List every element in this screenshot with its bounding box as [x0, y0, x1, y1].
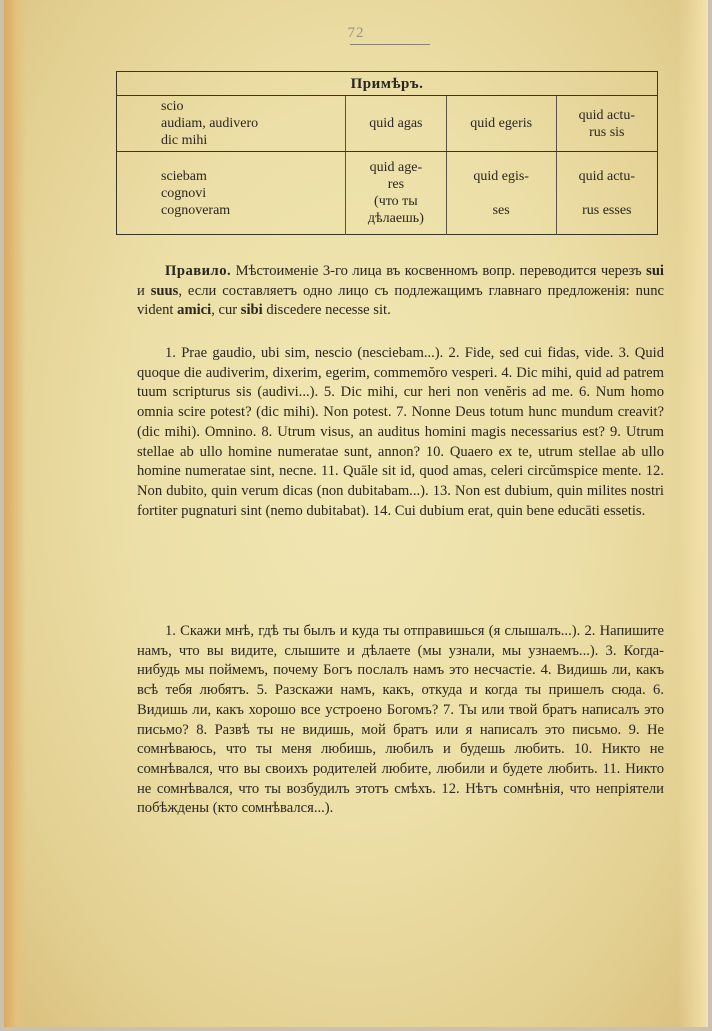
rule-keyword-sui: sui: [646, 263, 664, 279]
example-table-title: Примѣръ.: [117, 72, 658, 96]
rule-keyword-amici: amici: [177, 302, 212, 319]
rule-keyword-sibi: sibi: [240, 302, 263, 319]
cell-line: quid agas: [369, 116, 423, 131]
rule-paragraph: [137, 262, 664, 321]
russian-exercises-text: 1. Скажи мнѣ, гдѣ ты былъ и куда ты отправишься (я слышалъ...). 2. Напишите намъ, что вы видите, слышите и дѣлаете (мы узнали, мы узнаемъ...). 3. Когда-нибудь мы поймемъ, почему Богъ послалъ намъ это несчастіе. 4. Видишь ли, какъ всѣ тебя любятъ. 5. Разскажи намъ, какъ, откуда и когда ты пришелъ сюда. 6. Видишь ли, какъ хорошо все устроено Богомъ? 7. Ты или твой братъ написалъ это письмо? 8. Развѣ ты не видишь, мой братъ или я написалъ это письмо. 9. Не сомнѣваюсь, что ты меня любишь, любилъ и будешь любить. 10. Никто не сомнѣвался, что вы своихъ родителей любите, любили и будете любить. 11. Никто не сомнѣвался, что ты возбудилъ этотъ смѣхъ. 12. Нѣтъ сомнѣнія, что непріятели побѣждены (кто сомнѣвался...).: [137, 623, 664, 817]
cell-line: res: [387, 177, 405, 192]
cell-line: quid egis-: [473, 168, 529, 184]
page-number: 72: [347, 25, 365, 41]
present-cell: [346, 96, 447, 152]
cell-line: (что ты: [374, 194, 418, 209]
cell-line: rus esses: [582, 202, 632, 218]
table-row: [117, 96, 658, 152]
table-row: [117, 152, 658, 235]
rule-text: , cur: [211, 302, 241, 319]
rule-keyword-suus: suus: [150, 282, 179, 299]
cell-line: дѣлаешь): [367, 211, 424, 226]
rule-text: и: [137, 282, 151, 299]
verb-cell: [117, 152, 346, 235]
verb-line: cognoveram: [161, 202, 231, 218]
future-cell: [556, 152, 657, 235]
latin-exercises: [137, 344, 664, 521]
russian-exercises: [137, 622, 664, 819]
verb-line: cognovi: [161, 185, 207, 201]
cell-line: ses: [492, 202, 510, 218]
cell-line: [561, 185, 653, 202]
verb-line: scio: [161, 99, 184, 114]
book-page: [4, 0, 708, 1027]
perfect-cell: [446, 96, 556, 152]
cell-line: quid actu-: [578, 107, 635, 123]
verb-line: dic mihi: [161, 133, 208, 148]
verb-cell: [117, 96, 346, 152]
cell-line: quid age-: [369, 160, 423, 175]
cell-line: rus sis: [589, 124, 625, 140]
rule-text: discedere necesse sit.: [262, 302, 391, 319]
latin-exercises-text: 1. Prae gaudio, ubi sim, nescio (nesciebam...). 2. Fide, sed cui fidas, vide. 3. Quid quoque die audiverim, dixerim, egerim, commemŏro vesperi. 4. Dic mihi, quid ad patrem tuum scripturus sis (audivi...). 5. Dic mihi, cur heri non venĕris ad me. 6. Num homo omnia scire potest? (dic mihi). Non potest. 7. Nonne Deus totum hunc mundum creavit? (dic mihi). Omnino. 8. Utrum visus, an auditus homini magis necessarius est? 9. Utrum stellae ab ullo homine numeratae sunt, annon? 10. Quaero ex te, utrum stellae ab ullo homine numeratae sint, necne. 11. Quāle sit id, quod amas, celeri circŭmspice mente. 12. Non dubito, quin verum dicas (non dubitabam...). 13. Non est dubium, quin milites nostri fortiter pugnaturi sint (nemo dubitabat). 14. Cui dubium erat, quin bene educāti essetis.: [137, 345, 664, 519]
verb-line: audiam, audivero: [161, 116, 259, 131]
rule-text: , если составляетъ одно лицо съ подлежащимъ главнаго предложенія: nunc vident: [137, 282, 664, 319]
future-cell: [556, 96, 657, 152]
example-table: [116, 71, 658, 235]
cell-line: [451, 185, 552, 202]
rule-title: Правило.: [165, 263, 232, 279]
verb-line: sciebam: [161, 168, 207, 184]
cell-line: quid egeris: [470, 116, 533, 131]
cell-line: quid actu-: [578, 168, 635, 184]
present-cell: [346, 152, 447, 235]
perfect-cell: [446, 152, 556, 235]
rule-text: Мѣстоименіе 3-го лица въ косвенномъ вопр. переводится черезъ: [231, 263, 647, 279]
page-number-underline: [350, 44, 430, 45]
